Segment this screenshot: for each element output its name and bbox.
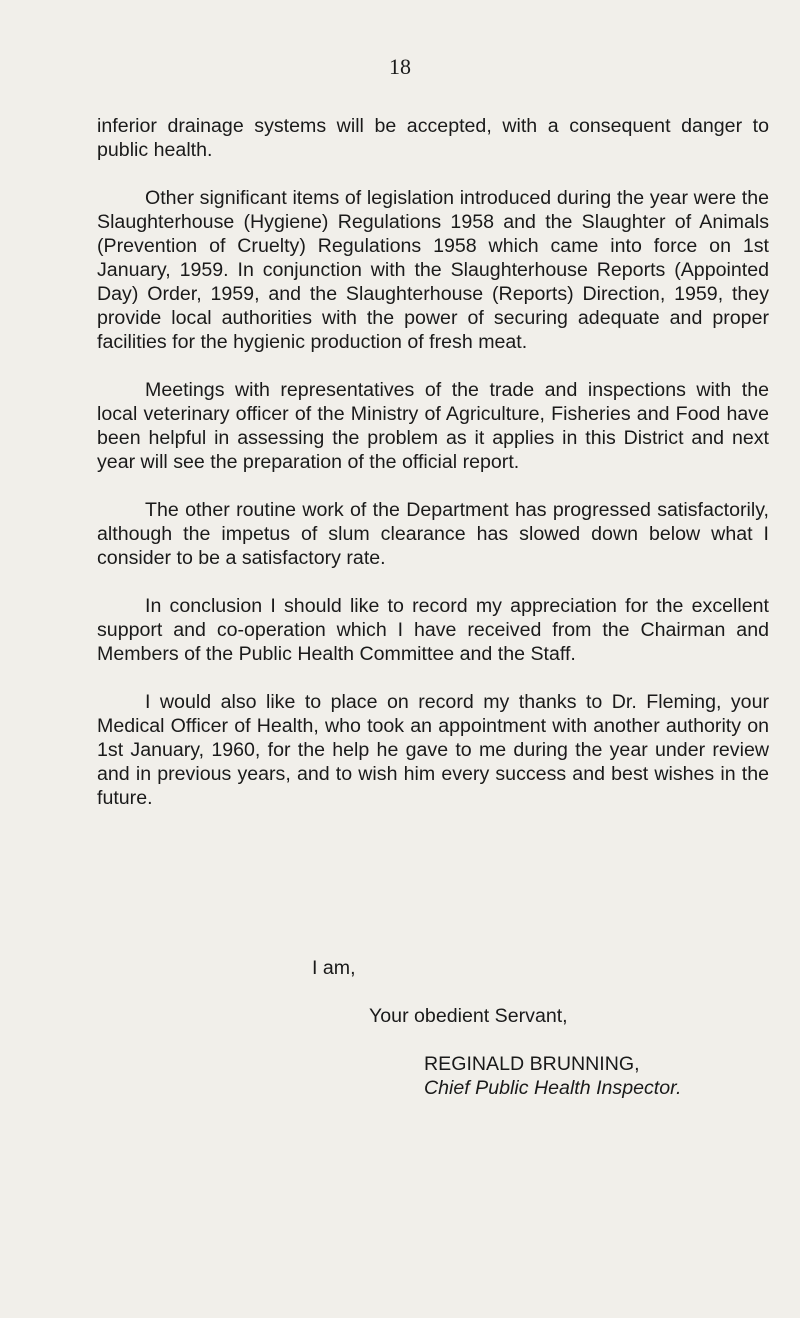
closing-valediction: Your obedient Servant,: [369, 1005, 568, 1027]
closing-salutation: I am,: [312, 957, 356, 979]
paragraph-drainage: inferior drainage systems will be accepted, with a consequent danger to public health.: [97, 115, 769, 161]
paragraph-conclusion: In conclusion I should like to record my appreciation for the excellent support and co-operation which I have received from the Chairman and Members of the Public Health Committee and the Staff.: [97, 595, 769, 665]
paragraph-routine-work: The other routine work of the Department has progressed satisfactorily, although the impetus of slum clearance has slowed down below what I consider to be a satisfactory rate.: [97, 499, 769, 569]
paragraph-legislation: Other significant items of legislation introduced during the year were the Slaughterhouse (Hygiene) Regulations 1958 and the Slaughter of Animals (Prevention of Cruelty) Regulations 1958 which came into force on 1st January, 1959. In conjunction with the Slaughterhouse Reports (Appointed Day) Order, 1959, and the Slaughterhouse (Reports) Direction, 1959, they provide local authorities with the power of securing adequate and proper facilities for the hygienic production of fresh meat.: [97, 187, 769, 353]
body-text: [97, 114, 769, 834]
signatory-name: REGINALD BRUNNING,: [424, 1053, 640, 1075]
paragraph-meetings: Meetings with representatives of the trade and inspections with the local veterinary officer of the Ministry of Agriculture, Fisheries and Food have been helpful in assessing the problem as it applies in this District and next year will see the preparation of the official report.: [97, 379, 769, 473]
signatory-title: Chief Public Health Inspector.: [424, 1077, 682, 1099]
page-number: 18: [389, 54, 411, 79]
paragraph-thanks: I would also like to place on record my thanks to Dr. Fleming, your Medical Officer of Health, who took an appointment with another authority on 1st January, 1960, for the help he gave to me during the year under review and in previous years, and to wish him every success and best wishes in the future.: [97, 691, 769, 809]
